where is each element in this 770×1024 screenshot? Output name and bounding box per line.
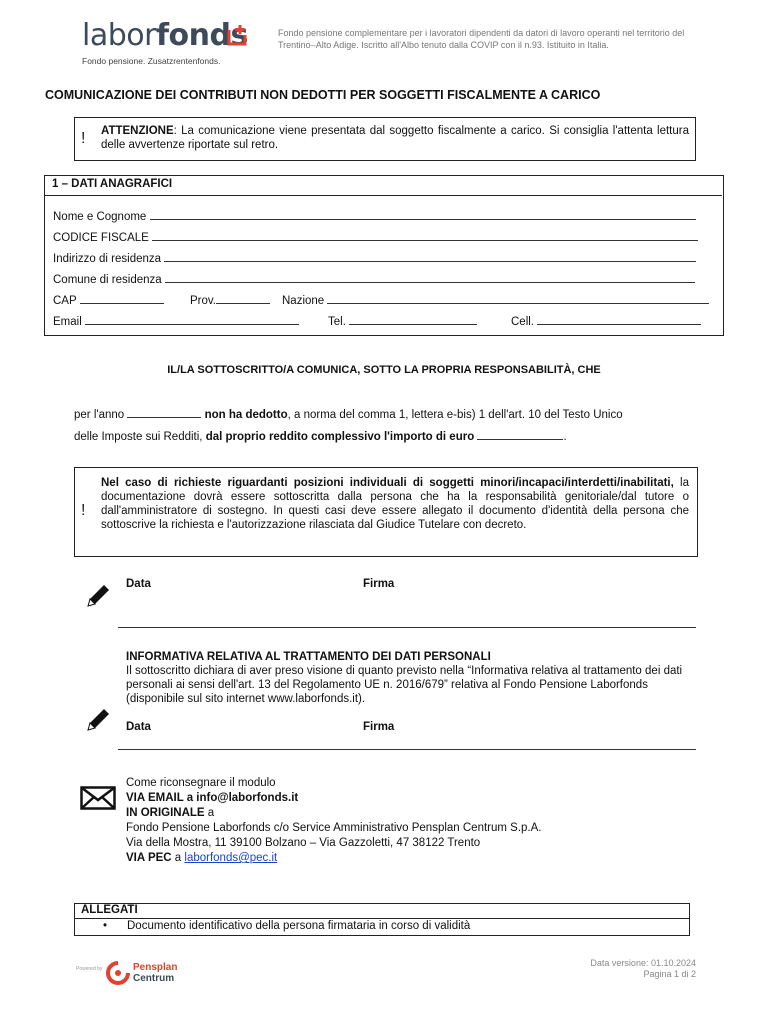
privacy-text: Il sottoscritto dichiara di aver preso visione di quanto previsto nella “Informativa relativa al trattamento dei dati personali ai sensi dell'art. 13 del Regolamento UE n. 2016/679” relativa al Fondo Pensione Laborfonds (disponibile sul sito internet www.laborfonds.it). <box>126 665 683 705</box>
powered-by: Powered by <box>76 966 103 972</box>
declaration-text: per l'anno non ha dedotto, a norma del comma 1, lettera e-bis) 1 dell'art. 10 del Testo Unico delle Imposte sui Redditi, dal proprio reddito complessivo l'importo di euro . <box>74 409 623 443</box>
minors-warning-text: Nel caso di richieste riguardanti posizioni individuali di soggetti minori/incapaci/interdetti/inabilitati, la documentazione dovrà essere sottoscritta dalla persona che ha la responsabilità genitoriale/dal tutore o dall'amministratore di sostegno. In questi casi deve essere allegato il documento d'identità della persona che sottoscrive la richiesta e l'autorizzazione rilasciata dal Giudice Tutelare con decreto. <box>101 477 689 531</box>
nation-field[interactable]: Nazione <box>282 293 709 307</box>
date-label: Data <box>126 721 151 733</box>
city-field[interactable]: Comune di residenza <box>53 272 695 286</box>
email-field[interactable]: Email <box>53 314 299 328</box>
signature-line[interactable] <box>118 627 696 628</box>
logo-tagline: Fondo pensione. Zusatzrentenfonds. <box>82 56 221 66</box>
attachments-title: ALLEGATI <box>81 904 138 916</box>
year-input[interactable] <box>127 407 201 418</box>
address-field[interactable]: Indirizzo di residenza <box>53 251 696 265</box>
cap-field[interactable]: CAP <box>53 293 164 307</box>
warning-icon: ! <box>81 502 86 519</box>
warning-text: ATTENZIONE: La comunicazione viene presentata dal soggetto fiscalmente a carico. Si consiglia l'attenta lettura delle avvertenze riportate sul retro. <box>101 125 689 151</box>
pensplan-logo-text: Pensplan Centrum <box>133 962 178 984</box>
pen-icon <box>84 582 112 610</box>
logo-mark-icon <box>227 24 247 46</box>
bullet: • <box>103 920 108 932</box>
province-field[interactable]: Prov. <box>190 293 270 307</box>
attachment-item: Documento identificativo della persona firmataria in corso di validità <box>127 920 471 932</box>
name-field[interactable]: Nome e Cognome <box>53 209 696 223</box>
section-title: 1 – DATI ANAGRAFICI <box>44 175 722 196</box>
signature-line[interactable] <box>118 749 696 750</box>
privacy-title: INFORMATIVA RELATIVA AL TRATTAMENTO DEI DATI PERSONALI <box>126 651 491 663</box>
logo: laborfonds <box>82 18 248 53</box>
header-description: Fondo pensione complementare per i lavoratori dipendenti da datori di lavoro operanti nel territorio del Trentino–Alto Adige. Iscritto all'Albo tenuto dalla COVIP con il n.93. Istituito in Italia. <box>278 28 685 50</box>
signature-label: Firma <box>363 578 395 590</box>
tel-field[interactable]: Tel. <box>328 314 477 328</box>
attachments-box <box>74 903 690 936</box>
page-title: COMUNICAZIONE DEI CONTRIBUTI NON DEDOTTI PER SOGGETTI FISCALMENTE A CARICO <box>45 88 601 102</box>
cell-field[interactable]: Cell. <box>511 314 701 328</box>
minors-warning-box <box>74 467 698 557</box>
pen-icon <box>84 706 112 734</box>
pensplan-logo-icon <box>106 961 130 985</box>
warning-box <box>74 117 696 161</box>
return-instructions: Come riconsegnare il modulo VIA EMAIL a info@laborfonds.it IN ORIGINALE a Fondo Pensione Laborfonds c/o Service Amministrativo Pensplan Centrum S.p.A. Via della Mostra, 11 39100 Bolzano – Via Gazzoletti, 47 38122 Trento VIA PEC a laborfonds@pec.it <box>126 777 542 864</box>
pec-link[interactable]: laborfonds@pec.it <box>184 852 278 864</box>
amount-input[interactable] <box>477 429 563 440</box>
declaration-heading: IL/LA SOTTOSCRITTO/A COMUNICA, SOTTO LA PROPRIA RESPONSABILITÀ, CHE <box>167 364 601 376</box>
warning-icon: ! <box>81 130 86 147</box>
version-info: Data versione: 01.10.2024 Pagina 1 di 2 <box>590 958 696 979</box>
date-label: Data <box>126 578 151 590</box>
signature-label: Firma <box>363 721 395 733</box>
envelope-icon <box>80 786 116 810</box>
tax-code-field[interactable]: CODICE FISCALE <box>53 230 698 244</box>
privacy-section <box>126 650 696 706</box>
